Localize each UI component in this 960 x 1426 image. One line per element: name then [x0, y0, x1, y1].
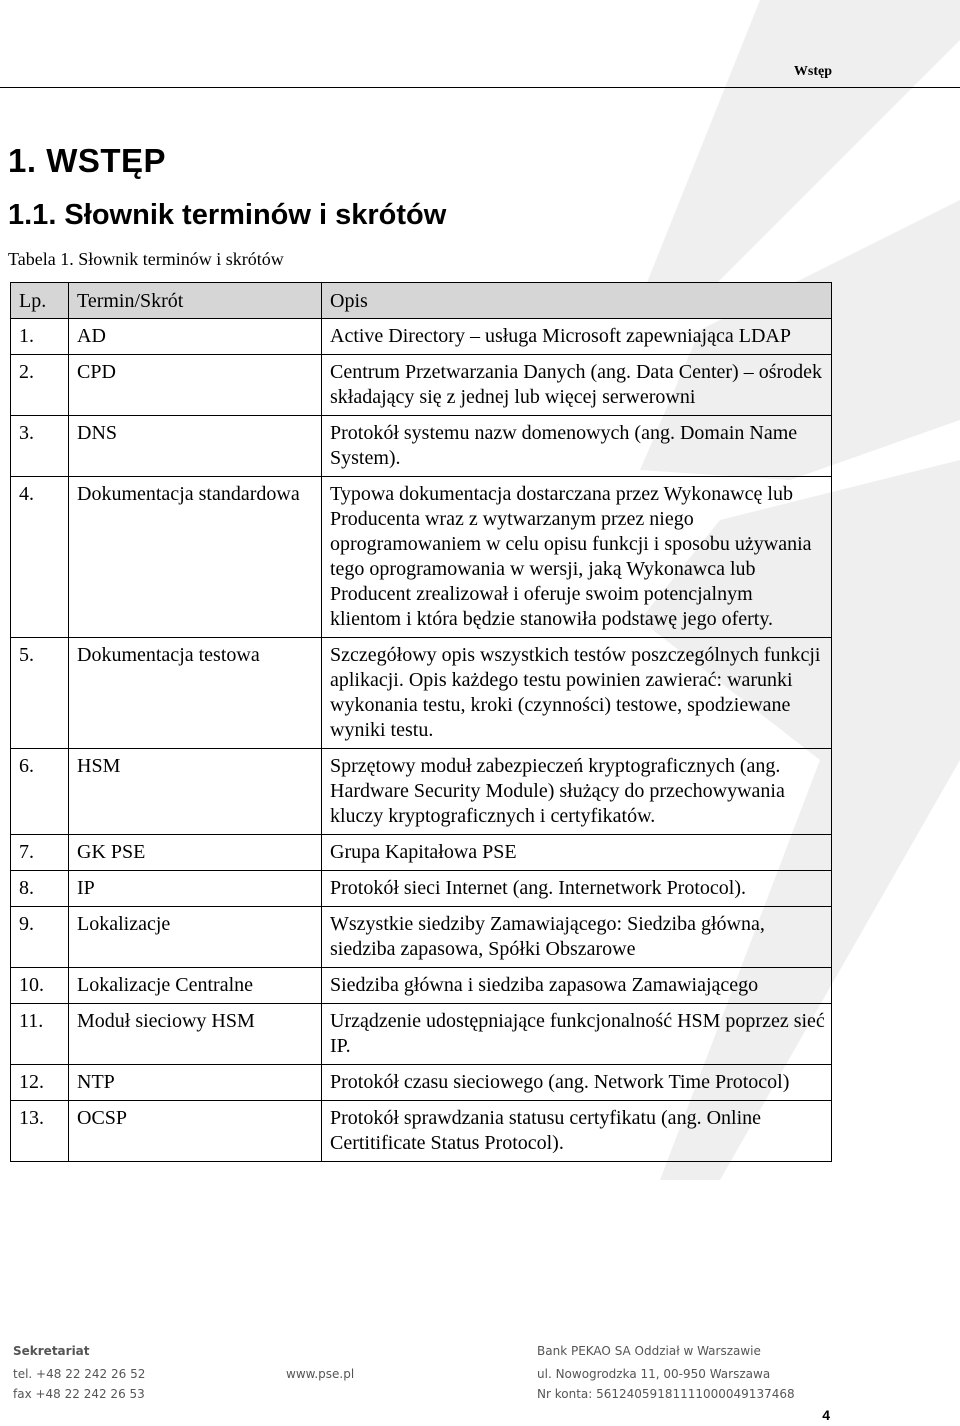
table-row: [11, 1004, 832, 1065]
term-cell: AD: [69, 319, 322, 355]
row-number: 6.: [11, 749, 69, 835]
description-cell: Urządzenie udostępniające funkcjonalność HSM poprzez sieć IP.: [322, 1004, 832, 1065]
description-cell: Protokół sprawdzania statusu certyfikatu (ang. Online Certitificate Status Protocol).: [322, 1101, 832, 1162]
row-number: 4.: [11, 477, 69, 638]
term-cell: Lokalizacje: [69, 907, 322, 968]
table-header-row: [11, 283, 832, 319]
running-header-title: Wstęp: [793, 64, 832, 79]
table-row: [11, 835, 832, 871]
column-header-term: Termin/Skrót: [69, 283, 322, 319]
description-cell: Protokół czasu sieciowego (ang. Network Time Protocol): [322, 1065, 832, 1101]
column-header-description: Opis: [322, 283, 832, 319]
table-row: [11, 749, 832, 835]
table-caption: Tabela 1. Słownik terminów i skrótów: [8, 249, 284, 269]
header-rule: [0, 87, 960, 88]
term-cell: GK PSE: [69, 835, 322, 871]
glossary-table: [10, 282, 832, 1162]
description-cell: Siedziba główna i siedziba zapasowa Zamawiającego: [322, 968, 832, 1004]
row-number: 13.: [11, 1101, 69, 1162]
row-number: 10.: [11, 968, 69, 1004]
term-cell: Dokumentacja standardowa: [69, 477, 322, 638]
row-number: 1.: [11, 319, 69, 355]
table-row: [11, 1065, 832, 1101]
row-number: 11.: [11, 1004, 69, 1065]
table-row: [11, 355, 832, 416]
term-cell: Dokumentacja testowa: [69, 638, 322, 749]
description-cell: Protokół sieci Internet (ang. Internetwork Protocol).: [322, 871, 832, 907]
description-cell: Sprzętowy moduł zabezpieczeń kryptograficznych (ang. Hardware Security Module) służący do przechowywania kluczy kryptograficznych i certyfikatów.: [322, 749, 832, 835]
chapter-heading: 1. WSTĘP: [8, 142, 167, 179]
term-cell: DNS: [69, 416, 322, 477]
table-row: [11, 1101, 832, 1162]
term-cell: Lokalizacje Centralne: [69, 968, 322, 1004]
footer-website-link[interactable]: www.pse.pl: [286, 1367, 355, 1381]
footer-phone: tel. +48 22 242 26 52: [13, 1367, 146, 1381]
description-cell: Active Directory – usługa Microsoft zapewniająca LDAP: [322, 319, 832, 355]
term-cell: NTP: [69, 1065, 322, 1101]
footer-bank-name: Bank PEKAO SA Oddział w Warszawie: [537, 1344, 761, 1358]
table-row: [11, 907, 832, 968]
term-cell: IP: [69, 871, 322, 907]
description-cell: Protokół systemu nazw domenowych (ang. Domain Name System).: [322, 416, 832, 477]
row-number: 9.: [11, 907, 69, 968]
row-number: 5.: [11, 638, 69, 749]
table-row: [11, 638, 832, 749]
table-row: [11, 477, 832, 638]
description-cell: Centrum Przetwarzania Danych (ang. Data Center) – ośrodek składający się z jednej lub więcej serwerowni: [322, 355, 832, 416]
row-number: 8.: [11, 871, 69, 907]
footer-address: ul. Nowogrodzka 11, 00-950 Warszawa: [537, 1367, 771, 1381]
term-cell: CPD: [69, 355, 322, 416]
table-row: [11, 416, 832, 477]
table-row: [11, 968, 832, 1004]
row-number: 12.: [11, 1065, 69, 1101]
section-heading: 1.1. Słownik terminów i skrótów: [8, 199, 447, 231]
table-row: [11, 871, 832, 907]
footer-fax: fax +48 22 242 26 53: [13, 1387, 145, 1401]
row-number: 3.: [11, 416, 69, 477]
row-number: 2.: [11, 355, 69, 416]
description-cell: Grupa Kapitałowa PSE: [322, 835, 832, 871]
term-cell: Moduł sieciowy HSM: [69, 1004, 322, 1065]
row-number: 7.: [11, 835, 69, 871]
page-number: 4: [822, 1407, 830, 1423]
footer-account-number: Nr konta: 56124059181111000049137468: [537, 1387, 795, 1401]
column-header-lp: Lp.: [11, 283, 69, 319]
description-cell: Typowa dokumentacja dostarczana przez Wykonawcę lub Producenta wraz z wytwarzanym przez niego oprogramowaniem w celu opisu funkcji i sposobu używania tego oprogramowania w wersji, jaką Wykonawca lub Producent zrealizował i oferuje swoim potencjalnym klientom i która będzie stanowiła podstawę jego oferty.: [322, 477, 832, 638]
table-row: [11, 319, 832, 355]
description-cell: Szczegółowy opis wszystkich testów poszczególnych funkcji aplikacji. Opis każdego testu powinien zawierać: warunki wykonania testu, kroki (czynności) testowe, spodziewane wyniki testu.: [322, 638, 832, 749]
footer-office-label: Sekretariat: [13, 1344, 90, 1358]
description-cell: Wszystkie siedziby Zamawiającego: Siedziba główna, siedziba zapasowa, Spółki Obszarowe: [322, 907, 832, 968]
term-cell: OCSP: [69, 1101, 322, 1162]
term-cell: HSM: [69, 749, 322, 835]
